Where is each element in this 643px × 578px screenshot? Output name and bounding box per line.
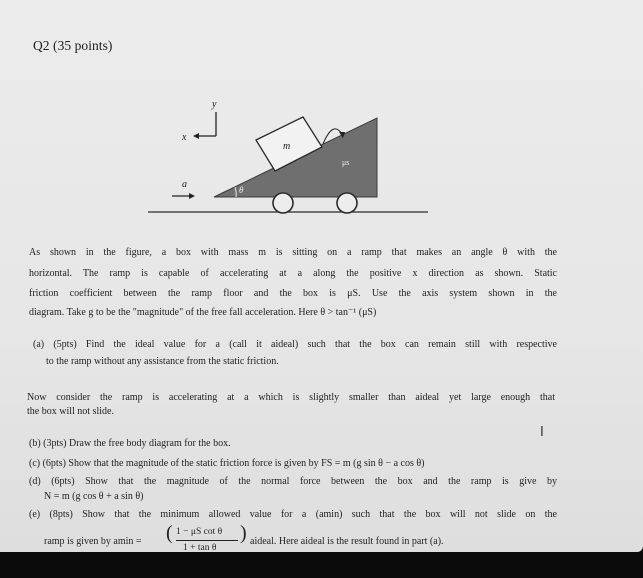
part-d-line-2: N = m (g cos θ + a sin θ) [44,491,144,502]
x-axis-arrowhead [193,133,199,139]
formula-paren-left: ( [166,522,173,544]
angle-label: θ [239,185,244,195]
intro-line-4: diagram. Take g to be the "magnitude" of the free fall acceleration. Here θ > tan⁻¹ (μS) [29,307,377,318]
accel-label: a [182,179,187,190]
part-e-formula-right: aideal. Here aideal is the result found in part (a). [250,536,444,547]
formula-fraction-bar [176,540,238,541]
intro-line-2: horizontal. The ramp is capable of accelerating at a along the positive x direction as shown. Static [29,268,557,279]
accel-arrowhead [189,193,195,199]
intro-line-1: As shown in the figure, a box with mass m is sitting on a ramp that makes an angle θ with the [29,247,557,258]
axis-x-label: x [182,132,187,143]
bottom-black-bar [0,552,643,578]
part-a-line-1: (a) (5pts) Find the ideal value for a (call it aideal) such that the box can remain still with respective [33,339,557,350]
formula-denominator: 1 + tan θ [183,543,217,552]
part-b: (b) (3pts) Draw the free body diagram for the box. [29,438,231,449]
part-e-formula-left: ramp is given by amin = [44,536,142,547]
formula-paren-right: ) [240,522,247,544]
part-a-line-2: to the ramp without any assistance from the static friction. [46,356,279,367]
friction-label: μs [342,158,350,167]
now-consider-line-1: Now consider the ramp is accelerating at a which is slightly smaller than aideal yet large enough that [27,392,555,403]
part-c: (c) (6pts) Show that the magnitude of the static friction force is given by FS = m (g sin θ − a cos θ) [29,458,425,469]
now-consider-line-2: the box will not slide. [27,406,114,417]
part-e-line-1: (e) (8pts) Show that the minimum allowed value for a (amin) such that the box will not slide on the [29,509,557,520]
wheel-left [273,193,293,213]
question-title: Q2 (35 points) [33,38,113,53]
axis-y-label: y [212,99,217,110]
formula-numerator: 1 − μS cot θ [176,527,223,537]
part-d-line-1: (d) (6pts) Show that the magnitude of the normal force between the box and the ramp is give by [29,476,557,487]
intro-line-3: friction coefficient between the ramp floor and the box is μS. Use the axis system shown in the [29,288,557,299]
ramp-figure [0,0,643,240]
box-label: m [283,141,291,152]
wheel-right [337,193,357,213]
text-cursor-icon: I [540,425,544,440]
